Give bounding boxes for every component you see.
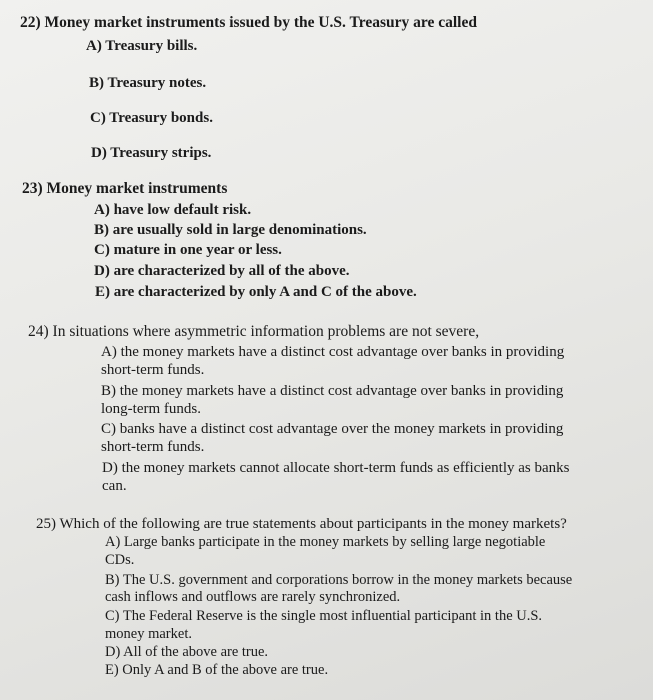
question-24-option-c-line1: C) banks have a distinct cost advantage over the money markets in providing [101, 421, 564, 437]
question-24-option-a-line1: A) the money markets have a distinct cost advantage over banks in providing [101, 344, 565, 360]
question-25-option-a-line2: CDs. [105, 552, 135, 568]
question-24-option-d-line1: D) the money markets cannot allocate short-term funds as efficiently as banks [102, 460, 570, 476]
question-22-option-c: C) Treasury bonds. [90, 110, 213, 126]
question-25-option-d: D) All of the above are true. [105, 644, 269, 660]
question-22-option-b: B) Treasury notes. [89, 75, 207, 91]
question-24-option-a-line2: short-term funds. [101, 362, 205, 378]
question-23-option-a: A) have low default risk. [94, 202, 252, 218]
question-24-option-d-line2: can. [102, 478, 127, 494]
question-25-option-b-line1: B) The U.S. government and corporations borrow in the money markets because [105, 572, 573, 588]
question-24-option-b-line2: long-term funds. [101, 401, 201, 417]
question-23-option-c: C) mature in one year or less. [94, 242, 282, 258]
question-25-option-e: E) Only A and B of the above are true. [105, 662, 329, 678]
question-23-option-b: B) are usually sold in large denominations. [94, 222, 367, 238]
question-22-option-d: D) Treasury strips. [91, 145, 212, 161]
question-25-stem: 25) Which of the following are true statements about participants in the money markets? [36, 516, 567, 532]
question-23-stem: 23) Money market instruments [22, 180, 228, 197]
question-25-option-a-line1: A) Large banks participate in the money markets by selling large negotiable [105, 534, 546, 550]
question-23-option-d: D) are characterized by all of the above. [94, 263, 350, 279]
question-22-option-a: A) Treasury bills. [86, 38, 198, 54]
question-25-option-c-line2: money market. [105, 626, 192, 642]
question-24-stem: 24) In situations where asymmetric information problems are not severe, [28, 323, 480, 340]
question-22-stem: 22) Money market instruments issued by the U.S. Treasury are called [20, 14, 477, 31]
question-24-option-c-line2: short-term funds. [101, 439, 205, 455]
question-25-option-b-line2: cash inflows and outflows are rarely synchronized. [105, 589, 401, 605]
question-23-option-e: E) are characterized by only A and C of the above. [95, 284, 417, 300]
question-24-option-b-line1: B) the money markets have a distinct cost advantage over banks in providing [101, 383, 564, 399]
question-25-option-c-line1: C) The Federal Reserve is the single most influential participant in the U.S. [105, 608, 543, 624]
